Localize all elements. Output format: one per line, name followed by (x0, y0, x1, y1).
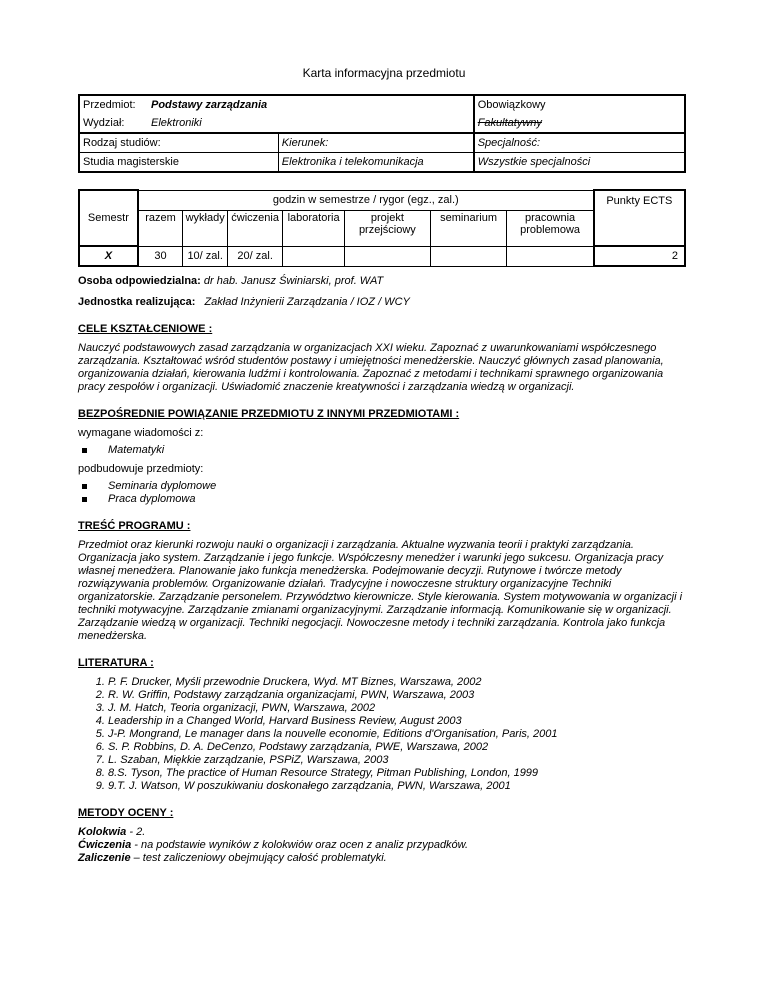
col-workshop: pracownia problemowa (507, 210, 594, 246)
col-seminar: seminarium (430, 210, 507, 246)
seminar-value (430, 246, 507, 266)
list-item: 5. J-P. Mongrand, Le manager dans la nouvelle economie, Editions d'Organisation, Paris, 2001 (108, 728, 690, 741)
assessment-heading: METODY OCENY : (78, 807, 174, 819)
field-label: Kierunek: (278, 133, 473, 153)
assessment-desc: - 2. (126, 826, 146, 838)
goals-heading: CELE KSZTAŁCENIOWE : (78, 323, 213, 335)
col-lectures: wykłady (183, 210, 228, 246)
specialty-label: Specjalność: (474, 133, 685, 153)
col-project: projekt przejściowy (345, 210, 431, 246)
list-item: Matematyki (78, 444, 690, 457)
content (78, 275, 690, 865)
list-item: 3. J. M. Hatch, Teoria organizacji, PWN, Warszawa, 2002 (108, 702, 690, 715)
faculty-label: Wydział: (83, 117, 125, 129)
list-item: Praca dyplomowa (78, 493, 690, 506)
lectures-value: 10/ zal. (183, 246, 228, 266)
literature-list (78, 676, 690, 793)
list-item: 9. 9.T. J. Watson, W poszukiwaniu doskonałego zarządzania, PWN, Warszawa, 2001 (108, 780, 690, 793)
course-name-cell (79, 95, 474, 114)
faculty-name: Elektroniki (151, 117, 202, 129)
assessment-item (78, 852, 690, 865)
program-text: Przedmiot oraz kierunki rozwoju nauki o organizacji i zarządzania. Aktualne wyzwania teorii i praktyki zarządzania. Organizacja jako system. Zarządzanie i jego funkcje. Współczesny menedżer i warunki jego sukcesu. Organizacja pracy własnej menedżera. Planowanie jako funkcja menedżerska. Podejmowanie decyzji. Rutynowe i twórcze metody rozwiązywania problemów. Organizowanie działań. Tradycyjne i nowoczesne struktury organizacyjne Techniki organizatorskie. Zarządzanie personelem. Przywództwo kierownicze. Style kierowania. System motywowania w organizacji i techniki motywacyjne. Zarządzanie zmianami organizacyjnymi. Zarządzanie informacją. Komunikowanie się w organizacji. Zarządzanie wiedzą w organizacji. Techniki negocjacji. Nowoczesne metody i techniki zarządzania. Kontrola jako funkcja menedżerska. (78, 539, 683, 642)
mandatory-cell: Obowiązkowy (477, 99, 546, 111)
course-label: Przedmiot: (83, 99, 136, 111)
list-item: 2. R. W. Griffin, Podstawy zarządzania organizacjami, PWN, Warszawa, 2003 (108, 689, 690, 702)
supports-list (78, 480, 690, 506)
literature-heading: LITERATURA : (78, 657, 154, 669)
optional-cell (474, 114, 685, 133)
list-item: 7. L. Szaban, Miękkie zarządzanie, PSPiZ, Warszawa, 2003 (108, 754, 690, 767)
list-item: 6. S. P. Robbins, D. A. DeCenzo, Podstawy zarządzania, PWE, Warszawa, 2002 (108, 741, 690, 754)
document-title: Karta informacyjna przedmiotu (302, 66, 466, 80)
ects-value: 2 (594, 246, 685, 266)
assessment-desc: - na podstawie wyników z kolokwiów oraz ocen z analiz przypadków. (131, 839, 469, 851)
col-exercises: ćwiczenia (228, 210, 283, 246)
required-list (78, 444, 690, 457)
hours-group-header: godzin w semestrze / rygor (egz., zal.) (138, 190, 594, 210)
list-item: Seminaria dyplomowe (78, 480, 690, 493)
study-type-label: Rodzaj studiów: (79, 133, 278, 153)
goals-text: Nauczyć podstawowych zasad zarządzania w organizacjach XXI wieku. Zapoznać z uwarunkowaniami współczesnego zarządzania. Kształtować wśród studentów postawy i umiejętności menedżerskie. Nauczyć głównych zasad planowania, organizowania działań, kierowania ludźmi i kontrolowania. Zapoznać z metodami i technikami sprawnego organizowania pracy zespołów i organizacji. Uświadomić znaczenie kreatywności i zarządzania wiedzą w organizacji. (78, 342, 664, 393)
assessment-item (78, 839, 690, 852)
project-value (345, 246, 431, 266)
course-name: Podstawy zarządzania (151, 99, 268, 111)
supports-label: podbudowuje przedmioty: (78, 463, 204, 475)
assessment-term: Ćwiczenia (78, 839, 132, 851)
specialty-value: Wszystkie specjalności (477, 156, 591, 168)
study-type-value: Studia magisterskie (79, 153, 278, 173)
faculty-cell (79, 114, 474, 133)
exercises-value: 20/ zal. (228, 246, 283, 266)
labs-value (283, 246, 345, 266)
unit-value: Zakład Inżynierii Zarządzania / IOZ / WCY (204, 296, 410, 308)
required-label: wymagane wiadomości z: (78, 427, 204, 439)
assessment-item (78, 826, 690, 839)
hours-table (78, 189, 686, 267)
relations-heading: BEZPOŚREDNIE POWIĄZANIE PRZEDMIOTU Z INNYMI PRZEDMIOTAMI : (78, 408, 460, 420)
optional-label: Fakultatywny (477, 117, 542, 129)
list-item: 1. P. F. Drucker, Myśli przewodnie Druckera, Wyd. MT Biznes, Warszawa, 2002 (108, 676, 690, 689)
assessment-term: Kolokwia (78, 826, 127, 838)
responsible-value: dr hab. Janusz Świniarski, prof. WAT (203, 275, 384, 287)
assessment-desc: – test zaliczeniowy obejmujący całość problematyki. (130, 852, 387, 864)
col-labs: laboratoria (283, 210, 345, 246)
assessment-term: Zaliczenie (78, 852, 131, 864)
list-item: 8. 8.S. Tyson, The practice of Human Resource Strategy, Pitman Publishing, London, 1999 (108, 767, 690, 780)
workshop-value (507, 246, 594, 266)
responsible-label: Osoba odpowiedzialna: (78, 275, 201, 287)
field-value: Elektronika i telekomunikacja (278, 153, 473, 173)
col-total: razem (138, 210, 183, 246)
course-info-table (78, 94, 686, 173)
responsible-person (78, 275, 690, 288)
unit (78, 296, 690, 309)
program-heading: TREŚĆ PROGRAMU : (78, 520, 191, 532)
list-item: 4. Leadership in a Changed World, Harvard Business Review, August 2003 (108, 715, 690, 728)
ects-header: Punkty ECTS (594, 190, 685, 246)
semester-header: Semestr (79, 190, 138, 246)
semester-value: X (79, 246, 138, 266)
total-value: 30 (138, 246, 183, 266)
unit-label: Jednostka realizująca: (78, 296, 196, 308)
